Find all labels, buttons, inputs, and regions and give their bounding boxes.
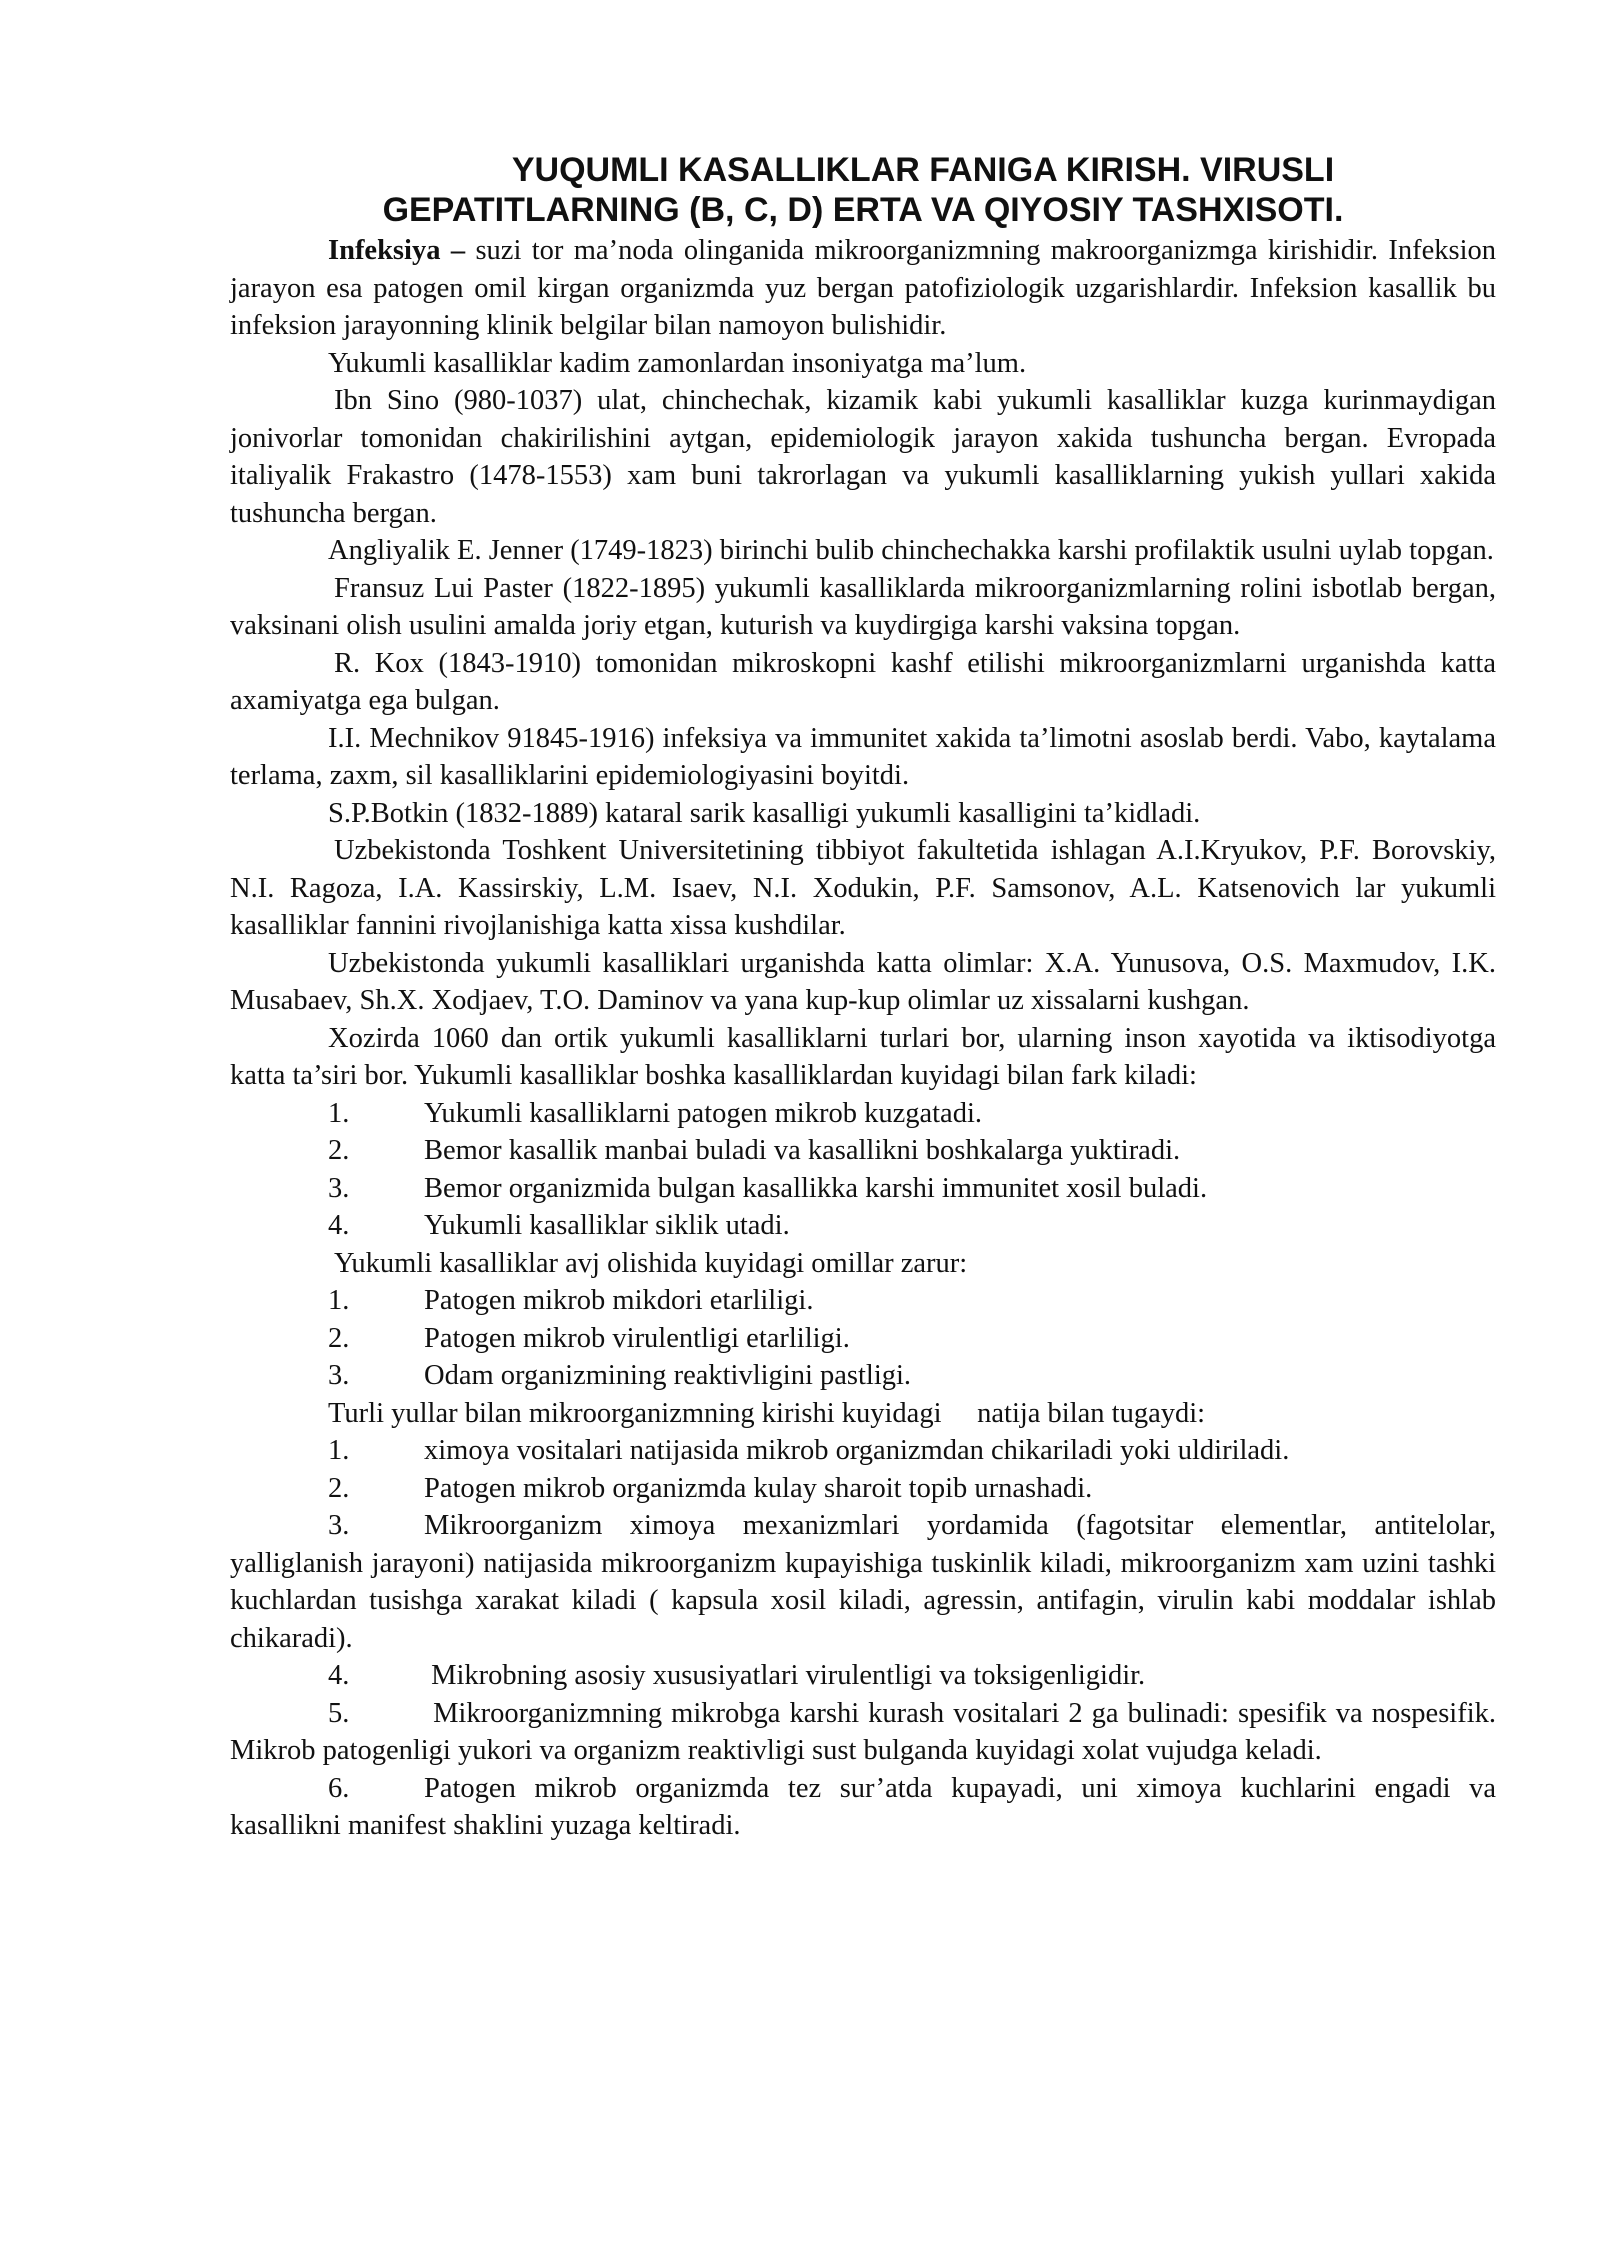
list-number: 1.: [328, 1097, 350, 1129]
outcomes-list: [230, 1432, 1496, 1845]
list-text: Mikroorganizm ximoya mexanizmlari yordamida (fagotsitar elementlar, antitelolar, yalliglanish jarayoni) natijasida mikroorganizm kupayishiga tuskinlik kiladi, mikroorganizm xam uzini tashki kuchlardan tusishga xarakat kiladi ( kapsula xosil kiladi, agressin, antifagin, virulin kabi moddalar ishlab chikaradi).: [230, 1510, 1496, 1654]
list-item: [230, 1095, 1496, 1133]
list-item: [230, 1507, 1496, 1657]
list-text: Patogen mikrob mikdori etarliligi.: [424, 1285, 814, 1316]
title-line-1: YUQUMLI KASALLIKLAR FANIGA KIRISH. VIRUSLI: [511, 151, 1335, 189]
paragraph-2: Ibn Sino (980-1037) ulat, chinchechak, kizamik kabi yukumli kasalliklar kuzga kurinmaydigan jonivorlar tomonidan chakirilishini aytgan, epidemiologik jarayon xakida tushuncha bergan. Evropada italiyalik Frakastro (1478-1553) xam buni takrorlagan va yukumli kasalliklarning yukish yullari xakida tushuncha bergan.: [230, 385, 1496, 529]
list-text: Bemor kasallik manbai buladi va kasallikni boshkalarga yuktiradi.: [424, 1135, 1181, 1166]
list-item: [230, 1695, 1496, 1770]
list-text: Mikrobning asosiy xususiyatlari virulentligi va toksigenligidir.: [424, 1660, 1146, 1691]
list-number: 2.: [328, 1135, 350, 1166]
list-item: [230, 1132, 1496, 1170]
list-number: 5.: [328, 1697, 350, 1729]
paragraph-1: Yukumli kasalliklar kadim zamonlardan insoniyatga ma’lum.: [328, 347, 1027, 379]
list-item: [230, 1470, 1496, 1508]
list-item: [230, 1357, 1496, 1395]
list-item: [230, 1320, 1496, 1358]
document-page: [230, 150, 1496, 1845]
factors-list: [230, 1282, 1496, 1395]
paragraph-10: Xozirda 1060 dan ortik yukumli kasalliklarni turlari bor, ularning inson xayotida va iktisodiyotga katta ta’siri bor. Yukumli kasalliklar boshka kasalliklardan kuyidagi bilan fark kiladi:: [230, 1022, 1496, 1091]
list-number: 2.: [328, 1472, 350, 1504]
paragraph-7: S.P.Botkin (1832-1889) kataral sarik kasalligi yukumli kasalligini ta’kidladi.: [328, 797, 1201, 829]
paragraph-4: Fransuz Lui Paster (1822-1895) yukumli kasalliklarda mikroorganizmlarning rolini isbotlab bergan, vaksinani olish usulini amalda joriy etgan, kuturish va kuydirgiga karshi vaksina topgan.: [230, 572, 1496, 641]
list-item: [230, 1432, 1496, 1470]
paragraph-8: Uzbekistonda Toshkent Universitetining tibbiyot fakultetida ishlagan A.I.Kryukov, P.F. Borovskiy, N.I. Ragoza, I.A. Kassirskiy, L.M. Isaev, N.I. Xodukin, P.F. Samsonov, A.L. Katsenovich lar yukumli kasalliklar fannini rivojlanishiga katta xissa kushdilar.: [230, 835, 1496, 941]
list-text: Odam organizmining reaktivligini pastligi.: [424, 1360, 912, 1391]
title-line-2: GEPATITLARNING (B, C, D) ERTA VA QIYOSIY TASHXISOTI.: [382, 191, 1344, 229]
list-number: 4.: [328, 1660, 350, 1691]
list-number: 1.: [328, 1285, 350, 1316]
list-item: [230, 1770, 1496, 1845]
intro-term: Infeksiya –: [328, 235, 466, 266]
paragraph-9: Uzbekistonda yukumli kasalliklari urganishda katta olimlar: X.A. Yunusova, O.S. Maxmudov, I.K. Musabaev, Sh.X. Xodjaev, T.O. Daminov va yana kup-kup olimlar uz xissalarni kushgan.: [230, 947, 1496, 1016]
list-number: 6.: [328, 1772, 350, 1804]
paragraph-6: I.I. Mechnikov 91845-1916) infeksiya va immunitet xakida ta’limotni asoslab berdi. Vabo, kaytalama terlama, zaxm, sil kasalliklarini epidemiologiyasini boyitdi.: [230, 722, 1496, 791]
list-item: [230, 1207, 1496, 1245]
paragraph-5: R. Kox (1843-1910) tomonidan mikroskopni kashf etilishi mikroorganizmlarni urganishda katta axamiyatga ega bulgan.: [230, 647, 1496, 716]
list-number: 4.: [328, 1210, 350, 1241]
document-title: [230, 150, 1496, 230]
list-text: Patogen mikrob organizmda kulay sharoit topib urnashadi.: [424, 1472, 1093, 1504]
list-number: 3.: [328, 1172, 350, 1204]
list-item: [230, 1282, 1496, 1320]
list-item: [230, 1657, 1496, 1695]
outcomes-intro: Turli yullar bilan mikroorganizmning kirishi kuyidagi natija bilan tugaydi:: [328, 1397, 1206, 1429]
list-item: [230, 1170, 1496, 1208]
factors-intro: Yukumli kasalliklar avj olishida kuyidagi omillar zarur:: [334, 1247, 968, 1279]
list-number: 2.: [328, 1322, 350, 1354]
list-number: 3.: [328, 1510, 350, 1541]
list-number: 3.: [328, 1360, 350, 1391]
intro-paragraph: [230, 232, 1496, 345]
list-text: Yukumli kasalliklarni patogen mikrob kuzgatadi.: [424, 1097, 983, 1129]
paragraph-3: Angliyalik E. Jenner (1749-1823) birinchi bulib chinchechakka karshi profilaktik usulni uylab topgan.: [328, 535, 1494, 566]
list-number: 1.: [328, 1435, 350, 1466]
list-text: Mikroorganizmning mikrobga karshi kurash vositalari 2 ga bulinadi: spesifik va nospesifik. Mikrob patogenligi yukori va organizm reaktivligi sust bulganda kuyidagi xolat vujudga keladi.: [230, 1697, 1496, 1766]
list-text: Yukumli kasalliklar siklik utadi.: [424, 1210, 790, 1241]
list-text: Patogen mikrob virulentligi etarliligi.: [424, 1322, 850, 1354]
differences-list: [230, 1095, 1496, 1245]
list-text: ximoya vositalari natijasida mikrob organizmdan chikariladi yoki uldiriladi.: [424, 1435, 1290, 1466]
intro-text: suzi tor ma’noda olinganida mikroorganizmning makroorganizmga kirishidir. Infeksion jarayon esa patogen omil kirgan organizmda yuz bergan patofiziologik uzgarishlardir. Infeksion kasallik bu infeksion jarayonning klinik belgilar bilan namoyon bulishidir.: [230, 235, 1496, 341]
list-text: Patogen mikrob organizmda tez sur’atda kupayadi, uni ximoya kuchlarini engadi va kasallikni manifest shaklini yuzaga keltiradi.: [230, 1772, 1496, 1841]
list-text: Bemor organizmida bulgan kasallikka karshi immunitet xosil buladi.: [424, 1172, 1208, 1204]
